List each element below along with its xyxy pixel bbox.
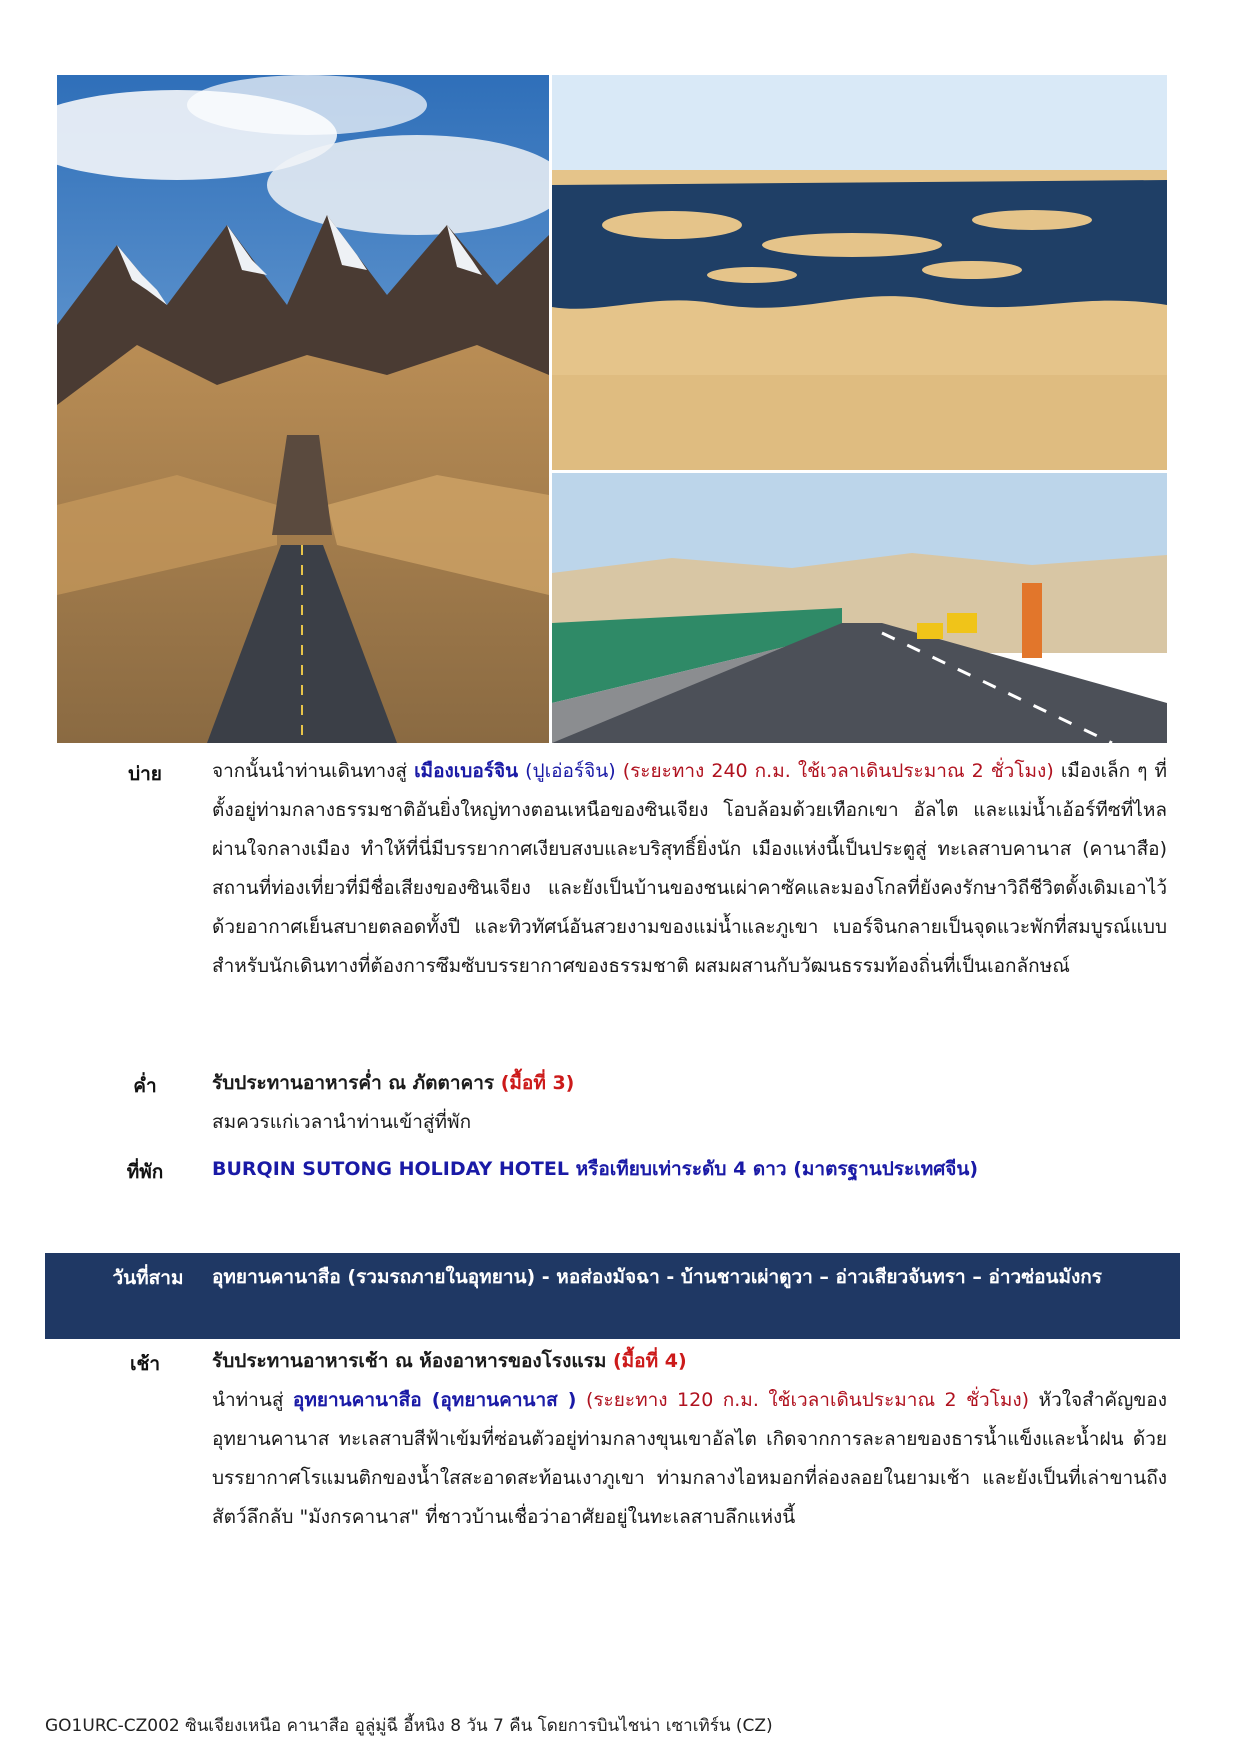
hotel-name: BURQIN SUTONG HOLIDAY HOTEL (212, 1158, 569, 1180)
dinner-text (212, 1064, 1167, 1142)
lake-desert-photo (552, 75, 1167, 470)
afternoon-label: บ่าย (128, 763, 162, 785)
morning-intro: นำท่านสู่ (212, 1389, 293, 1411)
dinner-meal-text: รับประทานอาหารค่ำ ณ ภัตตาคาร (212, 1072, 501, 1094)
city-alt-name: (ปูเอ่อร์จิน) (518, 760, 623, 782)
dinner-note: สมควรแก่เวลานำท่านเข้าสู่ที่พัก (212, 1111, 472, 1133)
morning-distance: (ระยะทาง 120 ก.ม. ใช้เวลาเดินประมาณ 2 ชั่วโมง) (576, 1389, 1039, 1411)
city-name: เมืองเบอร์จิน (414, 760, 519, 782)
hotel-label: ที่พัก (126, 1161, 164, 1183)
dinner-label: ค่ำ (133, 1075, 157, 1097)
page-footer: GO1URC-CZ002 ซินเจียงเหนือ คานาสือ อูลู่มู่ฉี อี้หนิง 8 วัน 7 คืน โดยการบินไชน่า เซาเทิร์น (CZ) (45, 1716, 773, 1736)
hotel-suffix: หรือเทียบเท่าระดับ 4 ดาว (มาตรฐานประเทศจีน) (568, 1158, 979, 1180)
morning-label: เช้า (129, 1353, 161, 1375)
afternoon-text (212, 752, 1167, 986)
afternoon-body: เมืองเล็ก ๆ ที่ตั้งอยู่ท่ามกลางธรรมชาติอันยิ่งใหญ่ทางตอนเหนือของซินเจียง โอบล้อมด้วยเทือกเขา อัลไต และแม่น้ำเอ้อร์ทีซที่ไหลผ่านใจกลางเมือง ทำให้ที่นี่มีบรรยากาศเงียบสงบและบริสุทธิ์ยิ่งนัก เมืองแห่งนี้เป็นประตูสู่ ทะเลสาบคานาส (คานาสือ) สถานที่ท่องเที่ยวที่มีชื่อเสียงของซินเจียง และยังเป็นบ้านของชนเผ่าคาซัคและมองโกลที่ยังคงรักษาวิถีชีวิตดั้งเดิมเอาไว้ ด้วยอากาศเย็นสบายตลอดทั้งปี และทิวทัศน์อันสวยงามของแม่น้ำและภูเขา เบอร์จินกลายเป็นจุดแวะพักที่สมบูรณ์แบบสำหรับนักเดินทางที่ต้องการซึมซับบรรยากาศของธรรมชาติ ผสมผสานกับวัฒนธรรมท้องถิ่นที่เป็นเอกลักษณ์ (212, 760, 1167, 977)
day3-title: อุทยานคานาสือ (รวมรถภายในอุทยาน) - หอส่องมัจฉา - บ้านชาวเผ่าตูวา – อ่าวเสียวจันทรา – อ่าวซ่อนมังกร (212, 1266, 1102, 1288)
afternoon-distance: (ระยะทาง 240 ก.ม. ใช้เวลาเดินประมาณ 2 ชั่วโมง) (622, 760, 1054, 782)
breakfast-text: รับประทานอาหารเช้า ณ ห้องอาหารของโรงแรม (212, 1350, 613, 1372)
mountain-road-photo (57, 75, 549, 743)
photo-collage (57, 75, 1167, 743)
day3-header-band (45, 1253, 1180, 1339)
highway-photo (552, 473, 1167, 743)
breakfast-meal-number: (มื้อที่ 4) (612, 1350, 687, 1372)
park-name: อุทยานคานาสือ (อุทยานคานาส ) (292, 1389, 577, 1411)
hotel-text (212, 1150, 1167, 1189)
morning-body: หัวใจสำคัญของอุทยานคานาส ทะเลสาบสีฟ้าเข้มที่ซ่อนตัวอยู่ท่ามกลางขุนเขาอัลไต เกิดจากการละลายของธารน้ำแข็งและน้ำฝน ด้วยบรรยากาศโรแมนติกของน้ำใสสะอาดสะท้อนเงาภูเขา ท่ามกลางไอหมอกที่ล่องลอยในยามเช้า และยังเป็นที่เล่าขานถึงสัตว์ลึกลับ "มังกรคานาส" ที่ชาวบ้านเชื่อว่าอาศัยอยู่ในทะเลสาบลึกแห่งนี้ (212, 1389, 1167, 1528)
morning-text (212, 1342, 1167, 1537)
dinner-meal-number: (มื้อที่ 3) (500, 1072, 575, 1094)
day3-label: วันที่สาม (112, 1267, 184, 1289)
afternoon-intro: จากนั้นนำท่านเดินทางสู่ (212, 760, 415, 782)
